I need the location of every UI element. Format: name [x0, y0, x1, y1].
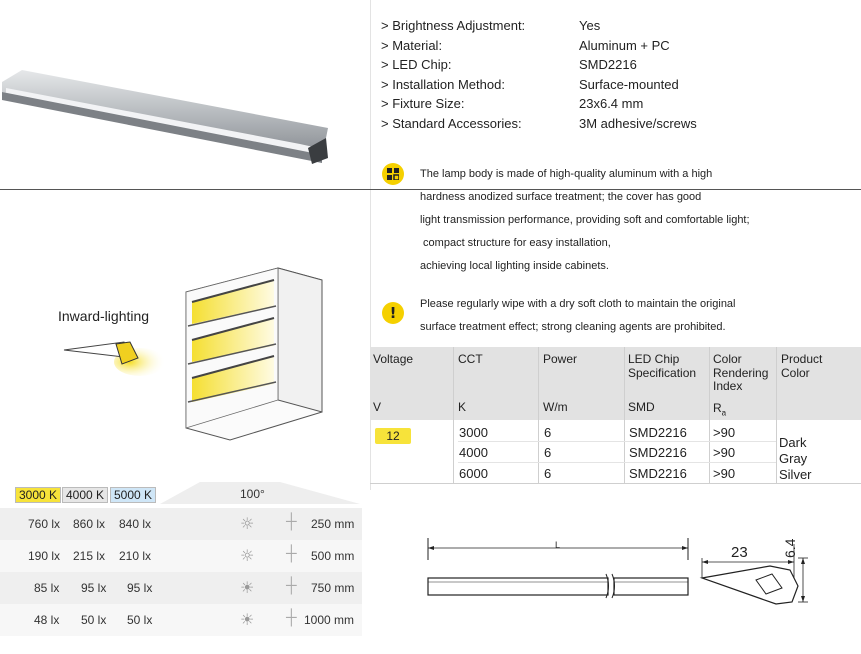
inward-lighting-label: Inward-lighting — [58, 308, 150, 324]
spec-label: > LED Chip: — [381, 57, 452, 72]
cell-power: 6 — [544, 466, 552, 481]
spec-value: Surface-mounted — [579, 76, 679, 92]
note-line: compact structure for easy installation, — [420, 237, 611, 249]
th-cri: Color Rendering Index — [713, 352, 769, 393]
cell-cct: 6000 — [459, 466, 488, 481]
distance: 750 mm — [311, 581, 355, 595]
distance-tick-icon: ┼ — [286, 513, 297, 530]
cell-cri: >90 — [713, 466, 736, 481]
note-line: Please regularly wipe with a dry soft cloth to maintain the original — [420, 298, 736, 310]
spec-value: Aluminum + PC — [579, 37, 670, 53]
cct-3000: 3000 K — [15, 487, 61, 503]
cct-5000: 5000 K — [110, 487, 156, 503]
lux-row — [0, 508, 362, 540]
inward-lighting-diagram — [60, 262, 330, 447]
length-label: L — [555, 540, 561, 550]
cell-chip: SMD2216 — [629, 425, 687, 440]
note-line: surface treatment effect; strong cleaning agents are prohibited. — [420, 321, 726, 333]
product-color: Dark Gray — [779, 435, 808, 466]
lux-5000: 840 lx — [119, 517, 152, 531]
distance-tick-icon: ┼ — [286, 609, 297, 626]
cell-cct: 3000 — [459, 425, 488, 440]
th-voltage: Voltage — [373, 352, 414, 366]
dimension-drawing — [420, 530, 840, 620]
lux-row — [0, 572, 362, 604]
th-cct: CCT — [458, 352, 483, 366]
cell-power: 6 — [544, 425, 552, 440]
distance: 500 mm — [311, 549, 355, 563]
spec-value: Yes — [579, 18, 601, 33]
col-sep — [776, 347, 777, 484]
spec-label: > Standard Accessories: — [381, 115, 522, 131]
care-instructions — [420, 293, 736, 339]
spec-value: 23x6.4 mm — [579, 96, 644, 111]
cell-product-color — [779, 435, 812, 483]
unit-k: K — [458, 400, 467, 414]
col-sep — [709, 347, 710, 484]
lux-3000: 85 lx — [34, 581, 60, 595]
cell-cri: >90 — [713, 445, 736, 460]
lux-5000: 210 lx — [119, 549, 152, 563]
width-label: 23 — [731, 544, 748, 561]
spec-value: SMD2216 — [579, 57, 637, 72]
light-icon: ☼ — [240, 546, 255, 565]
lux-5000: 50 lx — [127, 613, 153, 627]
lux-3000: 48 lx — [34, 613, 60, 627]
unit-wm: W/m — [543, 400, 568, 414]
lux-4000: 860 lx — [73, 517, 106, 531]
unit-v: V — [373, 400, 382, 414]
col-sep — [624, 347, 625, 484]
lux-4000: 50 lx — [81, 613, 107, 627]
note-line: achieving local lighting inside cabinets. — [420, 260, 609, 272]
lux-row — [0, 540, 362, 572]
spec-label: > Brightness Adjustment: — [381, 18, 526, 33]
product-photo — [0, 60, 340, 170]
unit-smd: SMD — [628, 400, 655, 414]
spec-label: > Fixture Size: — [381, 96, 465, 111]
note-line: The lamp body is made of high-quality aluminum with a high — [420, 168, 713, 180]
lux-4000: 215 lx — [73, 549, 106, 563]
cct-4000: 4000 K — [62, 487, 108, 503]
product-color: Silver — [779, 467, 812, 482]
unit-r: R — [713, 401, 722, 415]
distance-tick-icon: ┼ — [286, 577, 297, 594]
cell-chip: SMD2216 — [629, 445, 687, 460]
spec-value: 3M adhesive/screws — [579, 115, 697, 131]
th-power: Power — [543, 352, 578, 366]
cell-power: 6 — [544, 445, 552, 460]
light-icon: ☼ — [240, 514, 255, 533]
spec-list — [381, 16, 697, 133]
cabinet-grid-icon — [382, 163, 404, 185]
distance: 250 mm — [311, 517, 355, 531]
row-rule — [458, 462, 776, 463]
lux-3000: 190 lx — [28, 549, 61, 563]
row-rule — [458, 441, 776, 442]
spec-label: > Installation Method: — [381, 76, 505, 92]
col-sep — [453, 347, 454, 484]
th-led-chip: LED Chip Specification — [628, 352, 697, 380]
cell-cri: >90 — [713, 425, 736, 440]
distance: 1000 mm — [304, 613, 355, 627]
voltage-badge: 12 — [375, 428, 411, 444]
lux-row — [0, 604, 362, 636]
cell-chip: SMD2216 — [629, 466, 687, 481]
lux-5000: 95 lx — [127, 581, 153, 595]
note-description — [420, 163, 750, 278]
height-label: 6.4 — [782, 538, 798, 558]
lux-4000: 95 lx — [81, 581, 107, 595]
note-line: hardness anodized surface treatment; the cover has good — [420, 191, 702, 203]
beam-angle: 100° — [240, 487, 265, 501]
light-icon: ☀ — [240, 578, 255, 597]
distance-tick-icon: ┼ — [286, 545, 297, 562]
note-line: light transmission performance, providing soft and comfortable light; — [420, 214, 750, 226]
col-sep — [538, 347, 539, 484]
light-icon: ☀ — [240, 610, 255, 629]
unit-sub: a — [721, 408, 727, 418]
spec-label: > Material: — [381, 37, 443, 53]
cell-cct: 4000 — [459, 445, 488, 460]
th-product-color: Product Color — [781, 352, 823, 380]
unit-ra — [713, 402, 726, 420]
table-bottom-rule — [370, 483, 861, 484]
lux-3000: 760 lx — [28, 517, 61, 531]
exclamation-icon: ! — [382, 302, 404, 324]
